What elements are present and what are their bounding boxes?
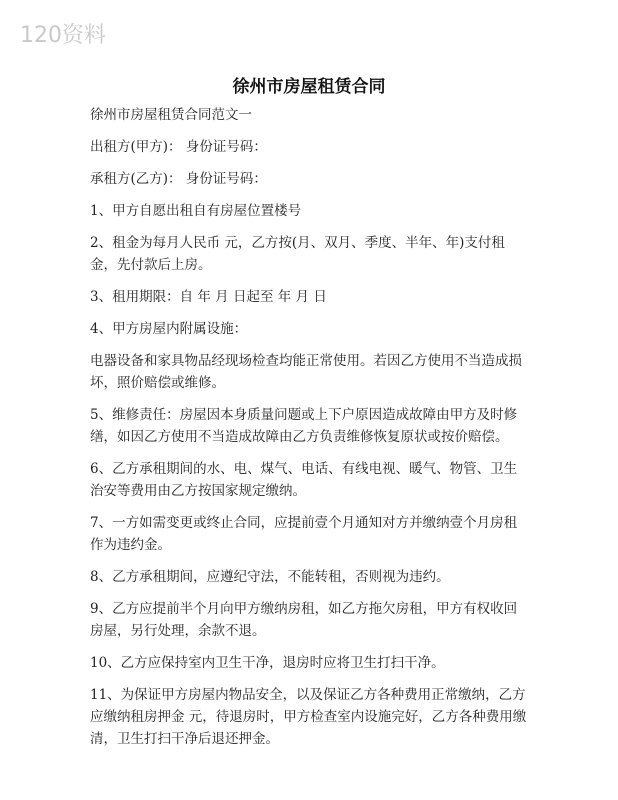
clause-5: 5、维修责任：房屋因本身质量问题或上下户原因造成故障由甲方及时修缮，如因乙方使用不当造成故障由乙方负责维修恢复原状或按价赔偿。 (90, 407, 518, 445)
clause-6: 6、乙方承租期间的水、电、煤气、电话、有线电视、暖气、物管、卫生治安等费用由乙方按国家规定缴纳。 (90, 461, 518, 499)
clause-10: 10、乙方应保持室内卫生干净，退房时应将卫生打扫干净。 (90, 655, 445, 671)
watermark-logo: 120资料 (20, 23, 106, 48)
paragraph-lessee: 承租方(乙方)： 身份证号码： (90, 171, 267, 187)
clause-11: 11、为保证甲方房屋内物品安全，以及保证乙方各种费用正常缴纳，乙方应缴纳租房押金 元，待退房时，甲方检查室内设施完好，乙方各种费用缴清，卫生打扫干净后退还押金。 (90, 687, 527, 747)
clause-7: 7、一方如需变更或终止合同，应提前壹个月通知对方并缴纳壹个月房租作为违约金。 (90, 515, 518, 553)
clause-3: 3、租用期限：自 年 月 日起至 年 月 日 (90, 289, 327, 305)
document-title: 徐州市房屋租赁合同 (232, 77, 386, 97)
clause-1: 1、甲方自愿出租自有房屋位置楼号 (90, 203, 302, 219)
clause-4: 4、甲方房屋内附属设施： (90, 321, 248, 337)
paragraph-lessor: 出租方(甲方)： 身份证号码： (90, 139, 267, 155)
clause-2: 2、租金为每月人民币 元，乙方按(月、双月、季度、半年、年)支付租金，先付款后上房。 (90, 235, 505, 273)
clause-8: 8、乙方承租期间，应遵纪守法，不能转租，否则视为违约。 (90, 569, 450, 585)
document-body (90, 104, 530, 760)
paragraph-intro: 徐州市房屋租赁合同范文一 (90, 107, 252, 123)
clause-9: 9、乙方应提前半个月向甲方缴纳房租，如乙方拖欠房租，甲方有权收回房屋，另行处理，余款不退。 (90, 601, 518, 639)
clause-4-detail: 电器设备和家具物品经现场检查均能正常使用。若因乙方使用不当造成损坏，照价赔偿或维修。 (90, 353, 522, 391)
